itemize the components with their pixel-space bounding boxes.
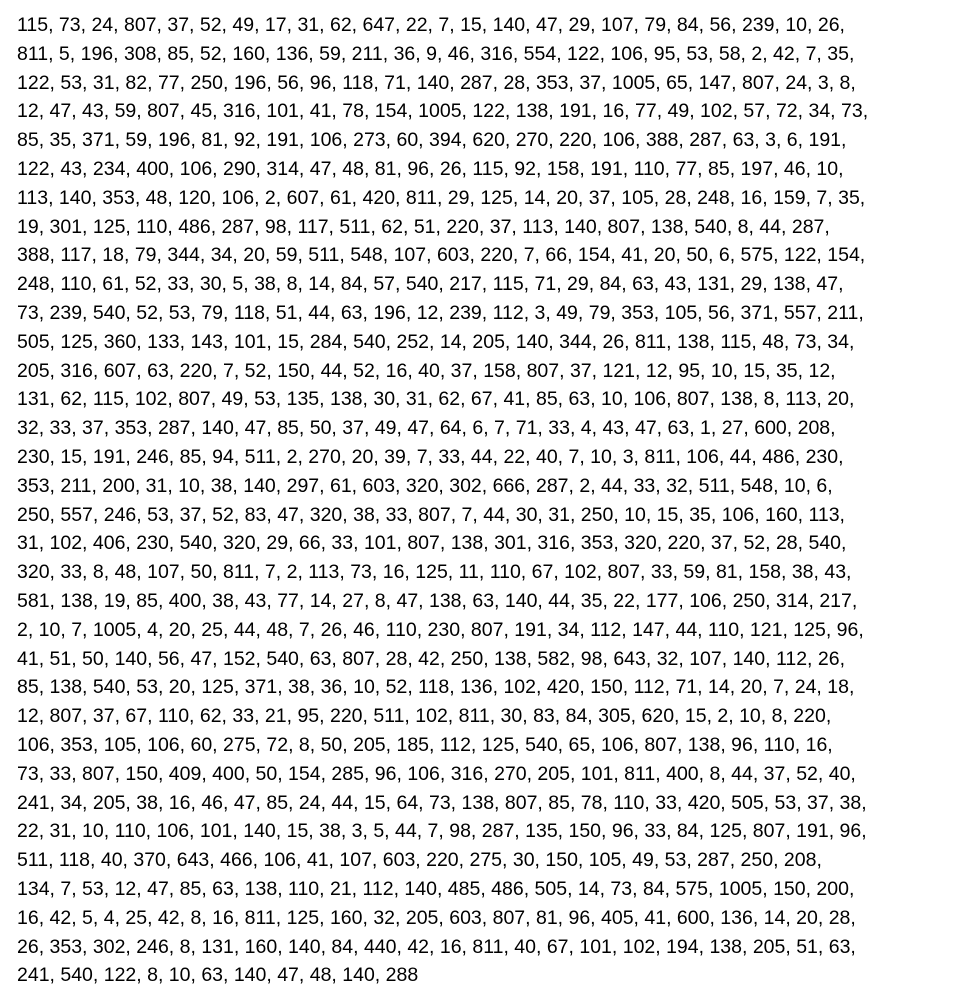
text-line-30: 511, 118, 40, 370, 643, 466, 106, 41, 107, 603, 220, 275, 30, 150, 105, 49, 53, 287, 250, 208, xyxy=(17,849,822,872)
text-line-9: 388, 117, 18, 79, 344, 34, 20, 59, 511, 548, 107, 603, 220, 7, 66, 154, 41, 20, 50, 6, 575, 122, 154, xyxy=(17,244,866,267)
text-line-18: 250, 557, 246, 53, 37, 52, 83, 47, 320, 38, 33, 807, 7, 44, 30, 31, 250, 10, 15, 35, 106, 160, 113, xyxy=(17,503,845,526)
text-line-7: 113, 140, 353, 48, 120, 106, 2, 607, 61, 420, 811, 29, 125, 14, 20, 37, 105, 28, 248, 16, 159, 7, 35, xyxy=(17,186,866,209)
text-line-4: 12, 47, 43, 59, 807, 45, 316, 101, 41, 78, 154, 1005, 122, 138, 191, 16, 77, 49, 102, 57, 72, 34, 73, xyxy=(17,100,869,123)
text-line-33: 26, 353, 302, 246, 8, 131, 160, 140, 84, 440, 42, 16, 811, 40, 67, 101, 102, 194, 138, 205, 51, 63, xyxy=(17,935,856,958)
text-line-12: 505, 125, 360, 133, 143, 101, 15, 284, 540, 252, 14, 205, 140, 344, 26, 811, 138, 115, 48, 73, 34, xyxy=(17,330,855,353)
text-line-1: 115, 73, 24, 807, 37, 52, 49, 17, 31, 62, 647, 22, 7, 15, 140, 47, 29, 107, 79, 84, 56, 239, 10, 26, xyxy=(17,14,845,36)
text-line-21: 581, 138, 19, 85, 400, 38, 43, 77, 14, 27, 8, 47, 138, 63, 140, 44, 35, 22, 177, 106, 250, 314, 217, xyxy=(17,589,858,612)
text-line-34: 241, 540, 122, 8, 10, 63, 140, 47, 48, 140, 288 xyxy=(17,964,419,987)
text-line-10: 248, 110, 61, 52, 33, 30, 5, 38, 8, 14, 84, 57, 540, 217, 115, 71, 29, 84, 63, 43, 131, 29, 138, 47, xyxy=(17,273,844,296)
text-line-11: 73, 239, 540, 52, 53, 79, 118, 51, 44, 63, 196, 12, 239, 112, 3, 49, 79, 353, 105, 56, 371, 557, 211, xyxy=(17,301,864,324)
text-line-13: 205, 316, 607, 63, 220, 7, 52, 150, 44, 52, 16, 40, 37, 158, 807, 37, 121, 12, 95, 10, 15, 35, 12, xyxy=(17,359,836,382)
text-line-3: 122, 53, 31, 82, 77, 250, 196, 56, 96, 118, 71, 140, 287, 28, 353, 37, 1005, 65, 147, 807, 24, 3, 8, xyxy=(17,71,856,94)
text-line-29: 22, 31, 10, 110, 106, 101, 140, 15, 38, 3, 5, 44, 7, 98, 287, 135, 150, 96, 33, 84, 125, 807, 191, 96, xyxy=(17,820,867,843)
text-line-14: 131, 62, 115, 102, 807, 49, 53, 135, 138, 30, 31, 62, 67, 41, 85, 63, 10, 106, 807, 138, 8, 113, 20, xyxy=(17,388,855,411)
text-line-20: 320, 33, 8, 48, 107, 50, 811, 7, 2, 113, 73, 16, 125, 11, 110, 67, 102, 807, 33, 59, 81, 158, 38, 43, xyxy=(17,561,852,584)
text-line-31: 134, 7, 53, 12, 47, 85, 63, 138, 110, 21, 112, 140, 485, 486, 505, 14, 73, 84, 575, 1005, 150, 200, xyxy=(17,877,855,900)
text-line-32: 16, 42, 5, 4, 25, 42, 8, 16, 811, 125, 160, 32, 205, 603, 807, 81, 96, 405, 41, 600, 136, 14, 20, 28, xyxy=(17,906,856,929)
text-line-16: 230, 15, 191, 246, 85, 94, 511, 2, 270, 20, 39, 7, 33, 44, 22, 40, 7, 10, 3, 811, 106, 44, 486, 230, xyxy=(17,445,844,468)
text-line-23: 41, 51, 50, 140, 56, 47, 152, 540, 63, 807, 28, 42, 250, 138, 582, 98, 643, 32, 107, 140, 112, 26, xyxy=(17,647,845,670)
number-list-text xyxy=(17,11,967,990)
text-line-28: 241, 34, 205, 38, 16, 46, 47, 85, 24, 44, 15, 64, 73, 138, 807, 85, 78, 110, 33, 420, 505, 53, 37, 38, xyxy=(17,791,867,814)
text-line-19: 31, 102, 406, 230, 540, 320, 29, 66, 33, 101, 807, 138, 301, 316, 353, 320, 220, 37, 52, 28, 540, xyxy=(17,532,847,555)
text-line-27: 73, 33, 807, 150, 409, 400, 50, 154, 285, 96, 106, 316, 270, 205, 101, 811, 400, 8, 44, 37, 52, 40, xyxy=(17,762,856,785)
text-line-2: 811, 5, 196, 308, 85, 52, 160, 136, 59, 211, 36, 9, 46, 316, 554, 122, 106, 95, 53, 58, 2, 42, 7, 35, xyxy=(17,42,855,65)
text-line-25: 12, 807, 37, 67, 110, 62, 33, 21, 95, 220, 511, 102, 811, 30, 83, 84, 305, 620, 15, 2, 10, 8, 220, xyxy=(17,705,832,728)
text-line-6: 122, 43, 234, 400, 106, 290, 314, 47, 48, 81, 96, 26, 115, 92, 158, 191, 110, 77, 85, 197, 46, 10, xyxy=(17,157,844,180)
text-line-15: 32, 33, 37, 353, 287, 140, 47, 85, 50, 37, 49, 47, 64, 6, 7, 71, 33, 4, 43, 47, 63, 1, 27, 600, 208, xyxy=(17,417,836,440)
text-line-22: 2, 10, 7, 1005, 4, 20, 25, 44, 48, 7, 26, 46, 110, 230, 807, 191, 34, 112, 147, 44, 110, 121, 125, 96, xyxy=(17,618,864,641)
text-line-17: 353, 211, 200, 31, 10, 38, 140, 297, 61, 603, 320, 302, 666, 287, 2, 44, 33, 32, 511, 548, 10, 6, xyxy=(17,474,833,497)
text-line-5: 85, 35, 371, 59, 196, 81, 92, 191, 106, 273, 60, 394, 620, 270, 220, 106, 388, 287, 63, 3, 6, 191, xyxy=(17,129,847,152)
text-line-24: 85, 138, 540, 53, 20, 125, 371, 38, 36, 10, 52, 118, 136, 102, 420, 150, 112, 71, 14, 20, 7, 24, 18, xyxy=(17,676,855,699)
text-line-26: 106, 353, 105, 106, 60, 275, 72, 8, 50, 205, 185, 112, 125, 540, 65, 106, 807, 138, 96, 110, 16, xyxy=(17,733,833,756)
text-line-8: 19, 301, 125, 110, 486, 287, 98, 117, 511, 62, 51, 220, 37, 113, 140, 807, 138, 540, 8, 44, 287, xyxy=(17,215,830,238)
